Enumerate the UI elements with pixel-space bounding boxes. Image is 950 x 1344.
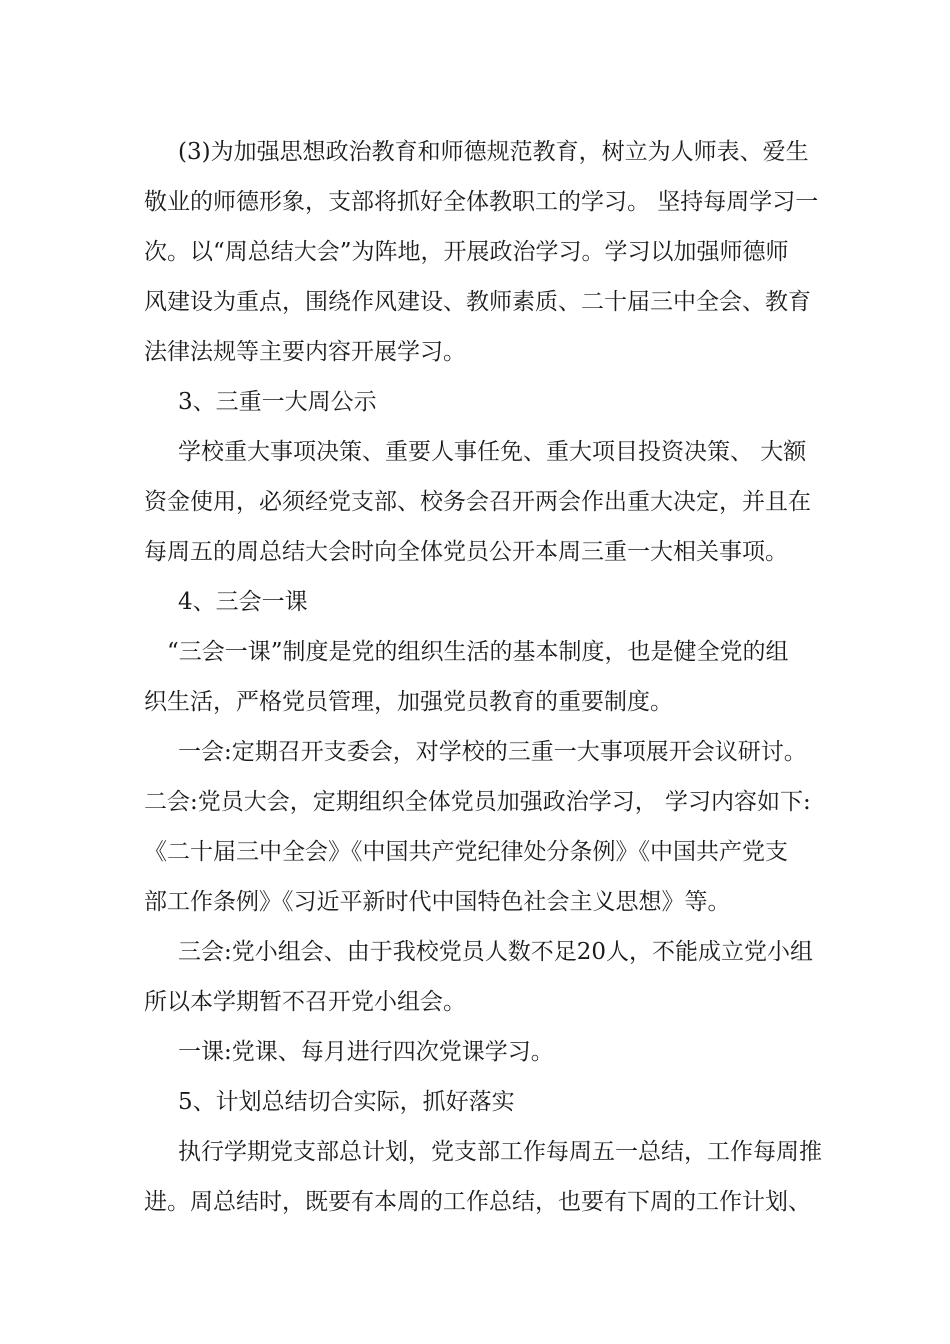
text-line-1: (3)为加强思想政治教育和师德规范教育，树立为人师表、爱生 [178, 139, 809, 165]
text-line-8: 资金使用，必须经党支部、校务会召开两会作出重大决定，并且在 [144, 489, 811, 515]
text-line-18: 所以本学期暂不召开党小组会。 [144, 989, 466, 1015]
text-line-11: “三会一课”制度是党的组织生活的基本制度，也是健全党的组 [167, 639, 789, 665]
text-line-2: 敬业的师德形象，支部将抓好全体教职工的学习。 坚持每周学习一 [144, 189, 819, 215]
text-line-3: 次。以“周总结大会”为阵地，开展政治学习。学习以加强师德师 [144, 239, 789, 265]
text-line-22: 进。周总结时，既要有本周的工作总结，也要有下周的工作计划、 [144, 1189, 811, 1215]
text-line-9: 每周五的周总结大会时向全体党员公开本周三重一大相关事项。 [144, 539, 788, 565]
section-heading-3: 3、三重一大周公示 [178, 389, 377, 415]
text-line-14: 二会:党员大会，定期组织全体党员加强政治学习， 学习内容如下: [144, 789, 811, 815]
text-line-19: 一课:党课、每月进行四次党课学习。 [178, 1039, 554, 1065]
text-line-16: 部工作条例》《习近平新时代中国特色社会主义思想》等。 [144, 889, 731, 915]
text-line-4: 风建设为重点，围绕作风建设、教师素质、二十届三中全会、教育 [144, 289, 811, 315]
text-line-21: 执行学期党支部总计划，党支部工作每周五一总结，工作每周推 [178, 1139, 822, 1165]
section-heading-5: 5、计划总结切合实际，抓好落实 [178, 1089, 515, 1115]
section-heading-4: 4、三会一课 [178, 589, 308, 615]
text-line-12: 织生活，严格党员管理，加强党员教育的重要制度。 [144, 689, 673, 715]
text-line-13: 一会:定期召开支委会，对学校的三重一大事项展开会议研讨。 [178, 739, 807, 765]
text-line-5: 法律法规等主要内容开展学习。 [144, 339, 466, 365]
text-line-17: 三会:党小组会、由于我校党员人数不足20人，不能成立党小组 [178, 939, 814, 965]
text-line-7: 学校重大事项决策、重要人事任免、重大项目投资决策、 大额 [178, 439, 807, 465]
text-line-15: 《二十届三中全会》《中国共产党纪律处分条例》《中国共产党支 [144, 839, 788, 865]
